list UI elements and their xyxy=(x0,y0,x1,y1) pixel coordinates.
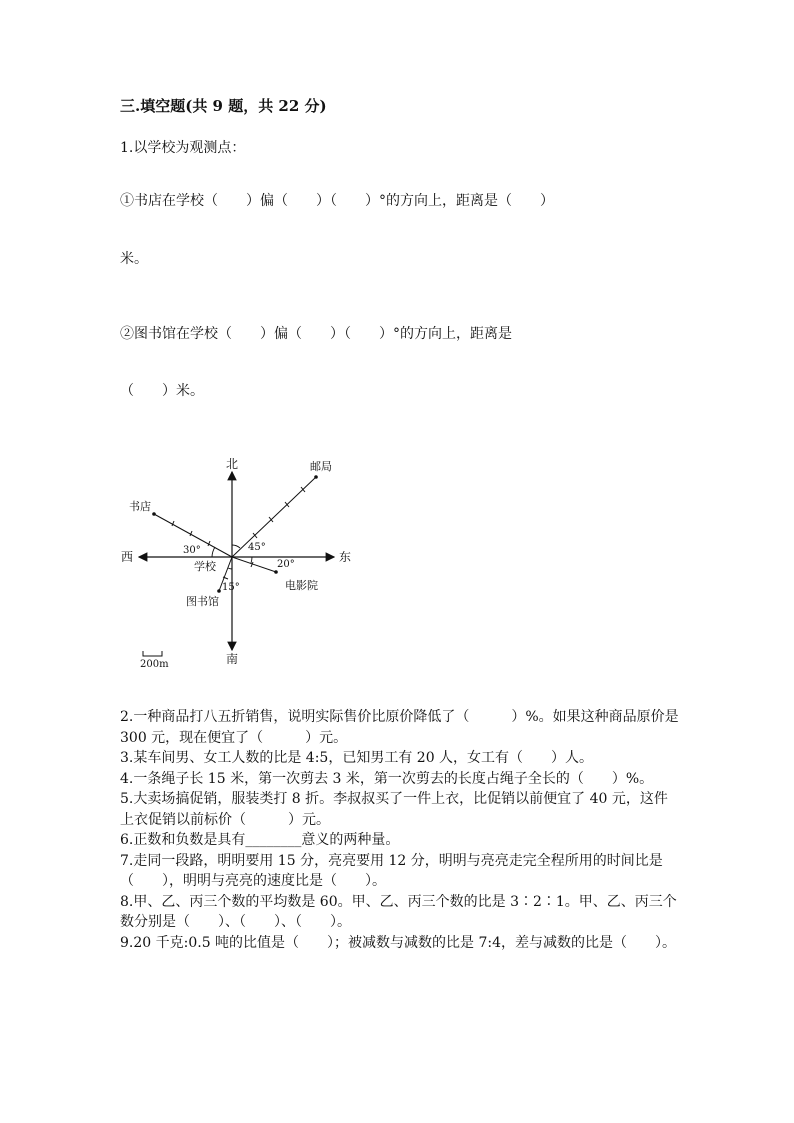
label-post-office: 邮局 xyxy=(310,460,332,473)
angle-arc-post xyxy=(232,545,240,548)
section-title: 三.填空题(共 9 题，共 22 分) xyxy=(120,97,327,115)
label-angle-cinema: 20° xyxy=(277,559,295,570)
post-office-dot xyxy=(314,475,318,479)
q1-part1-line2: 米。 xyxy=(120,251,148,267)
label-school: 学校 xyxy=(194,560,216,573)
question-6: 6.正数和负数是具有________意义的两种量。 xyxy=(120,832,400,848)
q1-intro: 1.以学校为观测点： xyxy=(120,140,246,156)
scale-bar xyxy=(143,651,162,656)
label-bookstore: 书店 xyxy=(129,500,151,513)
question-8: 8.甲、乙、丙三个数的平均数是 60。甲、乙、丙三个数的比是 3∶2∶1。甲、乙、丙三个数分别是（ ）、（ ）、（ ）。 xyxy=(120,893,677,930)
question-3: 3.某车间男、女工人数的比是 4:5，已知男工有 20 人，女工有（ ）人。 xyxy=(120,750,594,766)
question-2: 2.一种商品打八五折销售，说明实际售价比原价降低了（ ）%。如果这种商品原价是 300 元，现在便宜了（ ）元。 xyxy=(120,709,679,746)
question-list xyxy=(120,707,680,953)
cinema-dot xyxy=(274,570,278,574)
angle-arc-bookstore xyxy=(212,547,215,557)
post-office-ray xyxy=(232,477,316,557)
label-west: 西 xyxy=(121,550,134,564)
direction-diagram xyxy=(112,450,362,675)
label-scale: 200m xyxy=(140,659,169,670)
cinema-ray xyxy=(232,557,276,572)
question-4: 4.一条绳子长 15 米，第一次剪去 3 米，第一次剪去的长度占绳子全长的（ ）%。 xyxy=(120,770,654,787)
label-library: 图书馆 xyxy=(186,595,219,608)
label-angle-library: 15° xyxy=(222,582,240,593)
bookstore-dot xyxy=(152,512,156,516)
label-cinema: 电影院 xyxy=(285,579,318,592)
q1-part2-line1: ②图书馆在学校（ ）偏（ ）（ ）°的方向上，距离是 xyxy=(120,326,512,342)
q1-part2-line2: （ ）米。 xyxy=(120,383,204,399)
angle-arc-cinema xyxy=(251,557,252,563)
label-angle-bookstore: 30° xyxy=(183,545,201,556)
label-east: 东 xyxy=(339,550,352,564)
library-dot xyxy=(217,589,221,593)
label-south: 南 xyxy=(226,652,239,666)
question-7: 7.走同一段路，明明要用 15 分，亮亮要用 12 分，明明与亮亮走完全程所用的时间比是（ ），明明与亮亮的速度比是（ ）。 xyxy=(120,852,663,889)
question-9: 9.20 千克:0.5 吨的比值是（ ）；被减数与减数的比是 7:4，差与减数的比是（ ）。 xyxy=(120,934,677,951)
label-angle-post: 45° xyxy=(248,542,266,553)
q1-part1-line1: ①书店在学校（ ）偏（ ）（ ）°的方向上，距离是（ ） xyxy=(120,193,554,209)
question-5: 5.大卖场搞促销，服装类打 8 折。李叔叔买了一件上衣，比促销以前便宜了 40 元，这件上衣促销以前标价（ ）元。 xyxy=(120,791,668,828)
label-north: 北 xyxy=(226,457,239,471)
